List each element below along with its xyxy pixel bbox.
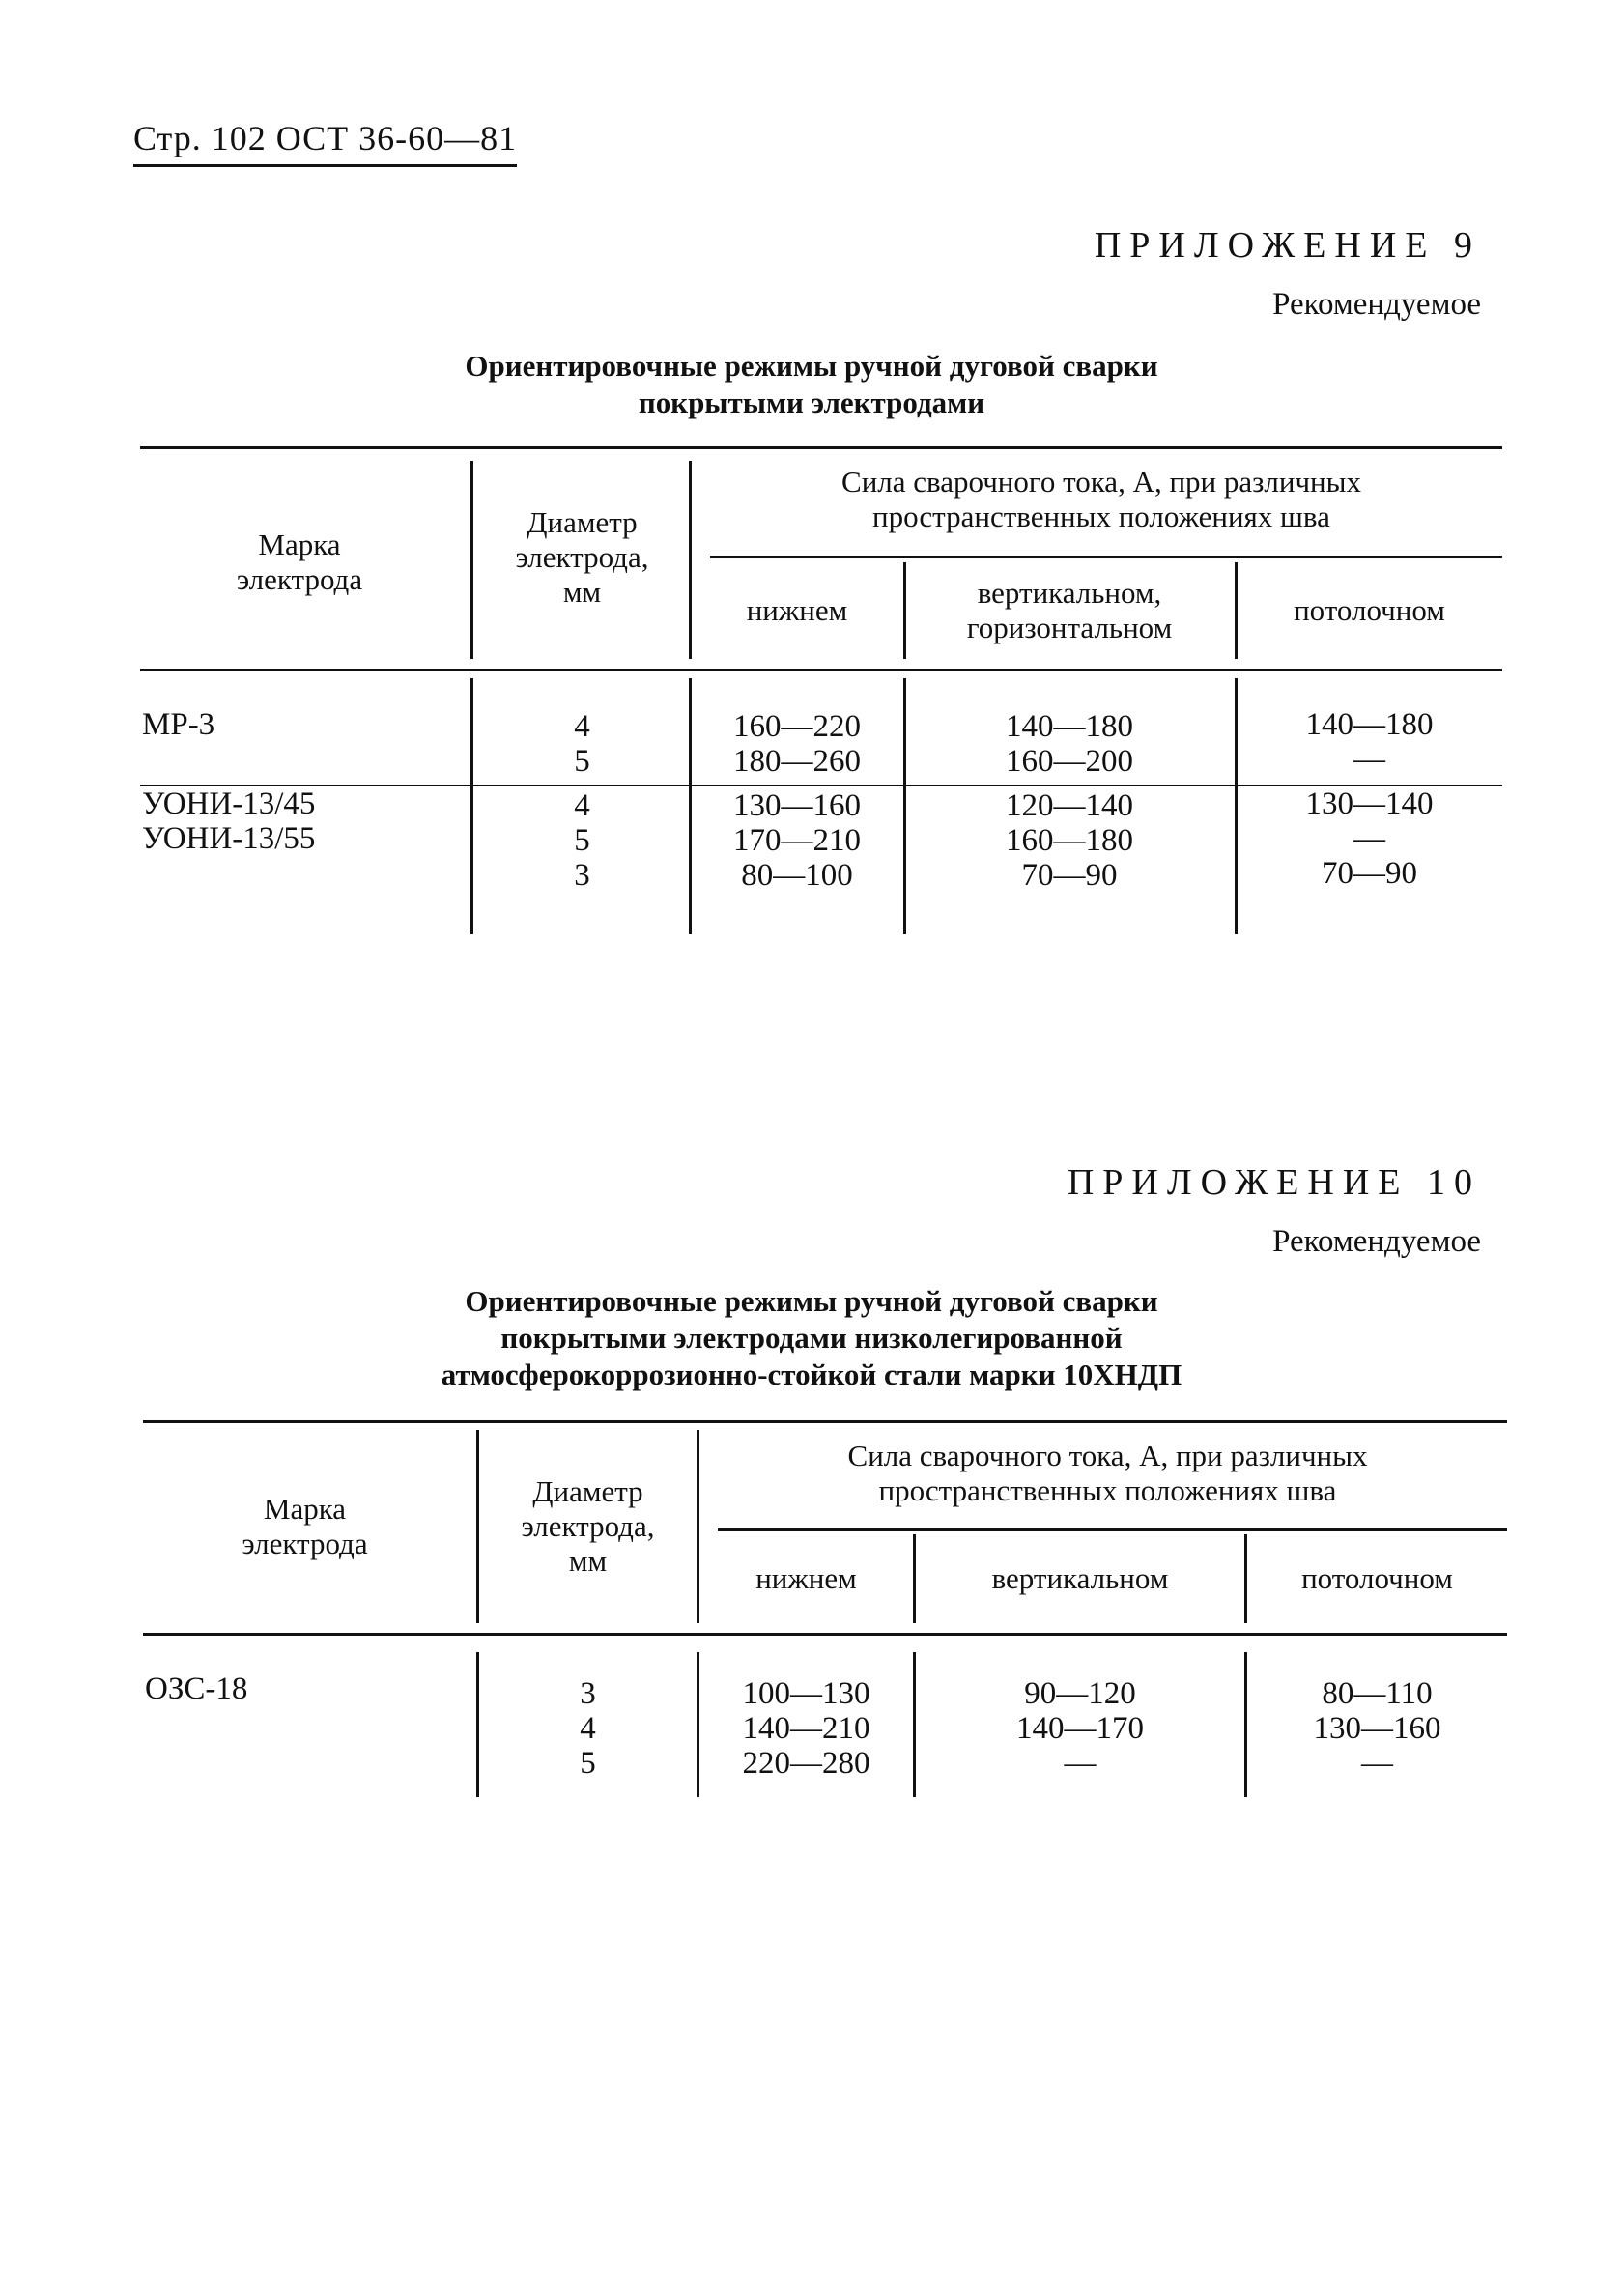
row-mark: УОНИ-13/45 УОНИ-13/55 — [142, 786, 316, 856]
row-ceiling: 130—140 — 70—90 — [1305, 786, 1434, 891]
caption-line: покрытыми электродами — [638, 386, 985, 419]
header-bottom: нижнем — [746, 593, 848, 627]
header-bottom-rule — [140, 669, 1502, 671]
header-vertical: вертикальном — [991, 1561, 1169, 1595]
caption-line: Ориентировочные режимы ручной дуговой сварки — [465, 1284, 1158, 1318]
row-bottom: 100—130 140—210 220—280 — [742, 1676, 870, 1781]
appendix-9-table — [140, 446, 1502, 934]
row-vertical: 90—120 140—170 — — [1016, 1676, 1144, 1781]
header-current: Сила сварочного тока, А, при различных пространственных положениях шва — [841, 465, 1361, 533]
header-current: Сила сварочного тока, А, при различных пространственных положениях шва — [847, 1439, 1368, 1507]
header-ceiling: потолочном — [1301, 1561, 1453, 1595]
row-vertical: 120—140 160—180 70—90 — [1006, 788, 1133, 893]
appendix-10-caption — [290, 1283, 1333, 1393]
header-mark: Марка электрода — [242, 1492, 368, 1560]
header-vertical: вертикальном, горизонтальном — [966, 576, 1173, 644]
appendix-9-caption — [290, 348, 1333, 421]
caption-line: Ориентировочные режимы ручной дуговой сварки — [465, 349, 1158, 383]
row-ceiling: 80—110 130—160 — — [1313, 1676, 1441, 1781]
header-mark: Марка электрода — [236, 528, 363, 596]
header-bottom-rule — [143, 1633, 1507, 1636]
appendix-9-title: ПРИЛОЖЕНИЕ 9 — [1094, 225, 1481, 266]
caption-line: атмосферокоррозионно-стойкой стали марки 10ХНДП — [441, 1357, 1182, 1391]
appendix-10-table — [143, 1420, 1507, 1821]
caption-line: покрытыми электродами низколегированной — [500, 1321, 1123, 1355]
row-vertical: 140—180 160—200 — [1006, 709, 1133, 779]
appendix-10-title: ПРИЛОЖЕНИЕ 10 — [1067, 1162, 1481, 1203]
appendix-9-status: Рекомендуемое — [1272, 287, 1481, 322]
table-top-rule — [143, 1420, 1507, 1423]
row-bottom: 130—160 170—210 80—100 — [733, 788, 861, 893]
page-header: Стр. 102 ОСТ 36-60—81 — [133, 118, 517, 167]
row-bottom: 160—220 180—260 — [733, 709, 861, 779]
table-top-rule — [140, 446, 1502, 449]
row-diameter: 4 5 — [574, 709, 590, 779]
subheader-rule — [710, 556, 1502, 558]
subheader-rule — [718, 1528, 1507, 1531]
row-ceiling: 140—180 — — [1305, 707, 1434, 777]
header-diameter: Диаметр электрода, мм — [521, 1474, 655, 1578]
header-diameter: Диаметр электрода, мм — [515, 505, 649, 609]
row-mark: ОЗС-18 — [145, 1671, 248, 1706]
row-mark: МР-3 — [142, 707, 215, 742]
header-ceiling: потолочном — [1294, 593, 1445, 627]
appendix-10-status: Рекомендуемое — [1272, 1224, 1481, 1259]
row-diameter: 3 4 5 — [580, 1676, 596, 1781]
row-diameter: 4 5 3 — [574, 788, 590, 893]
header-bottom: нижнем — [755, 1561, 857, 1595]
